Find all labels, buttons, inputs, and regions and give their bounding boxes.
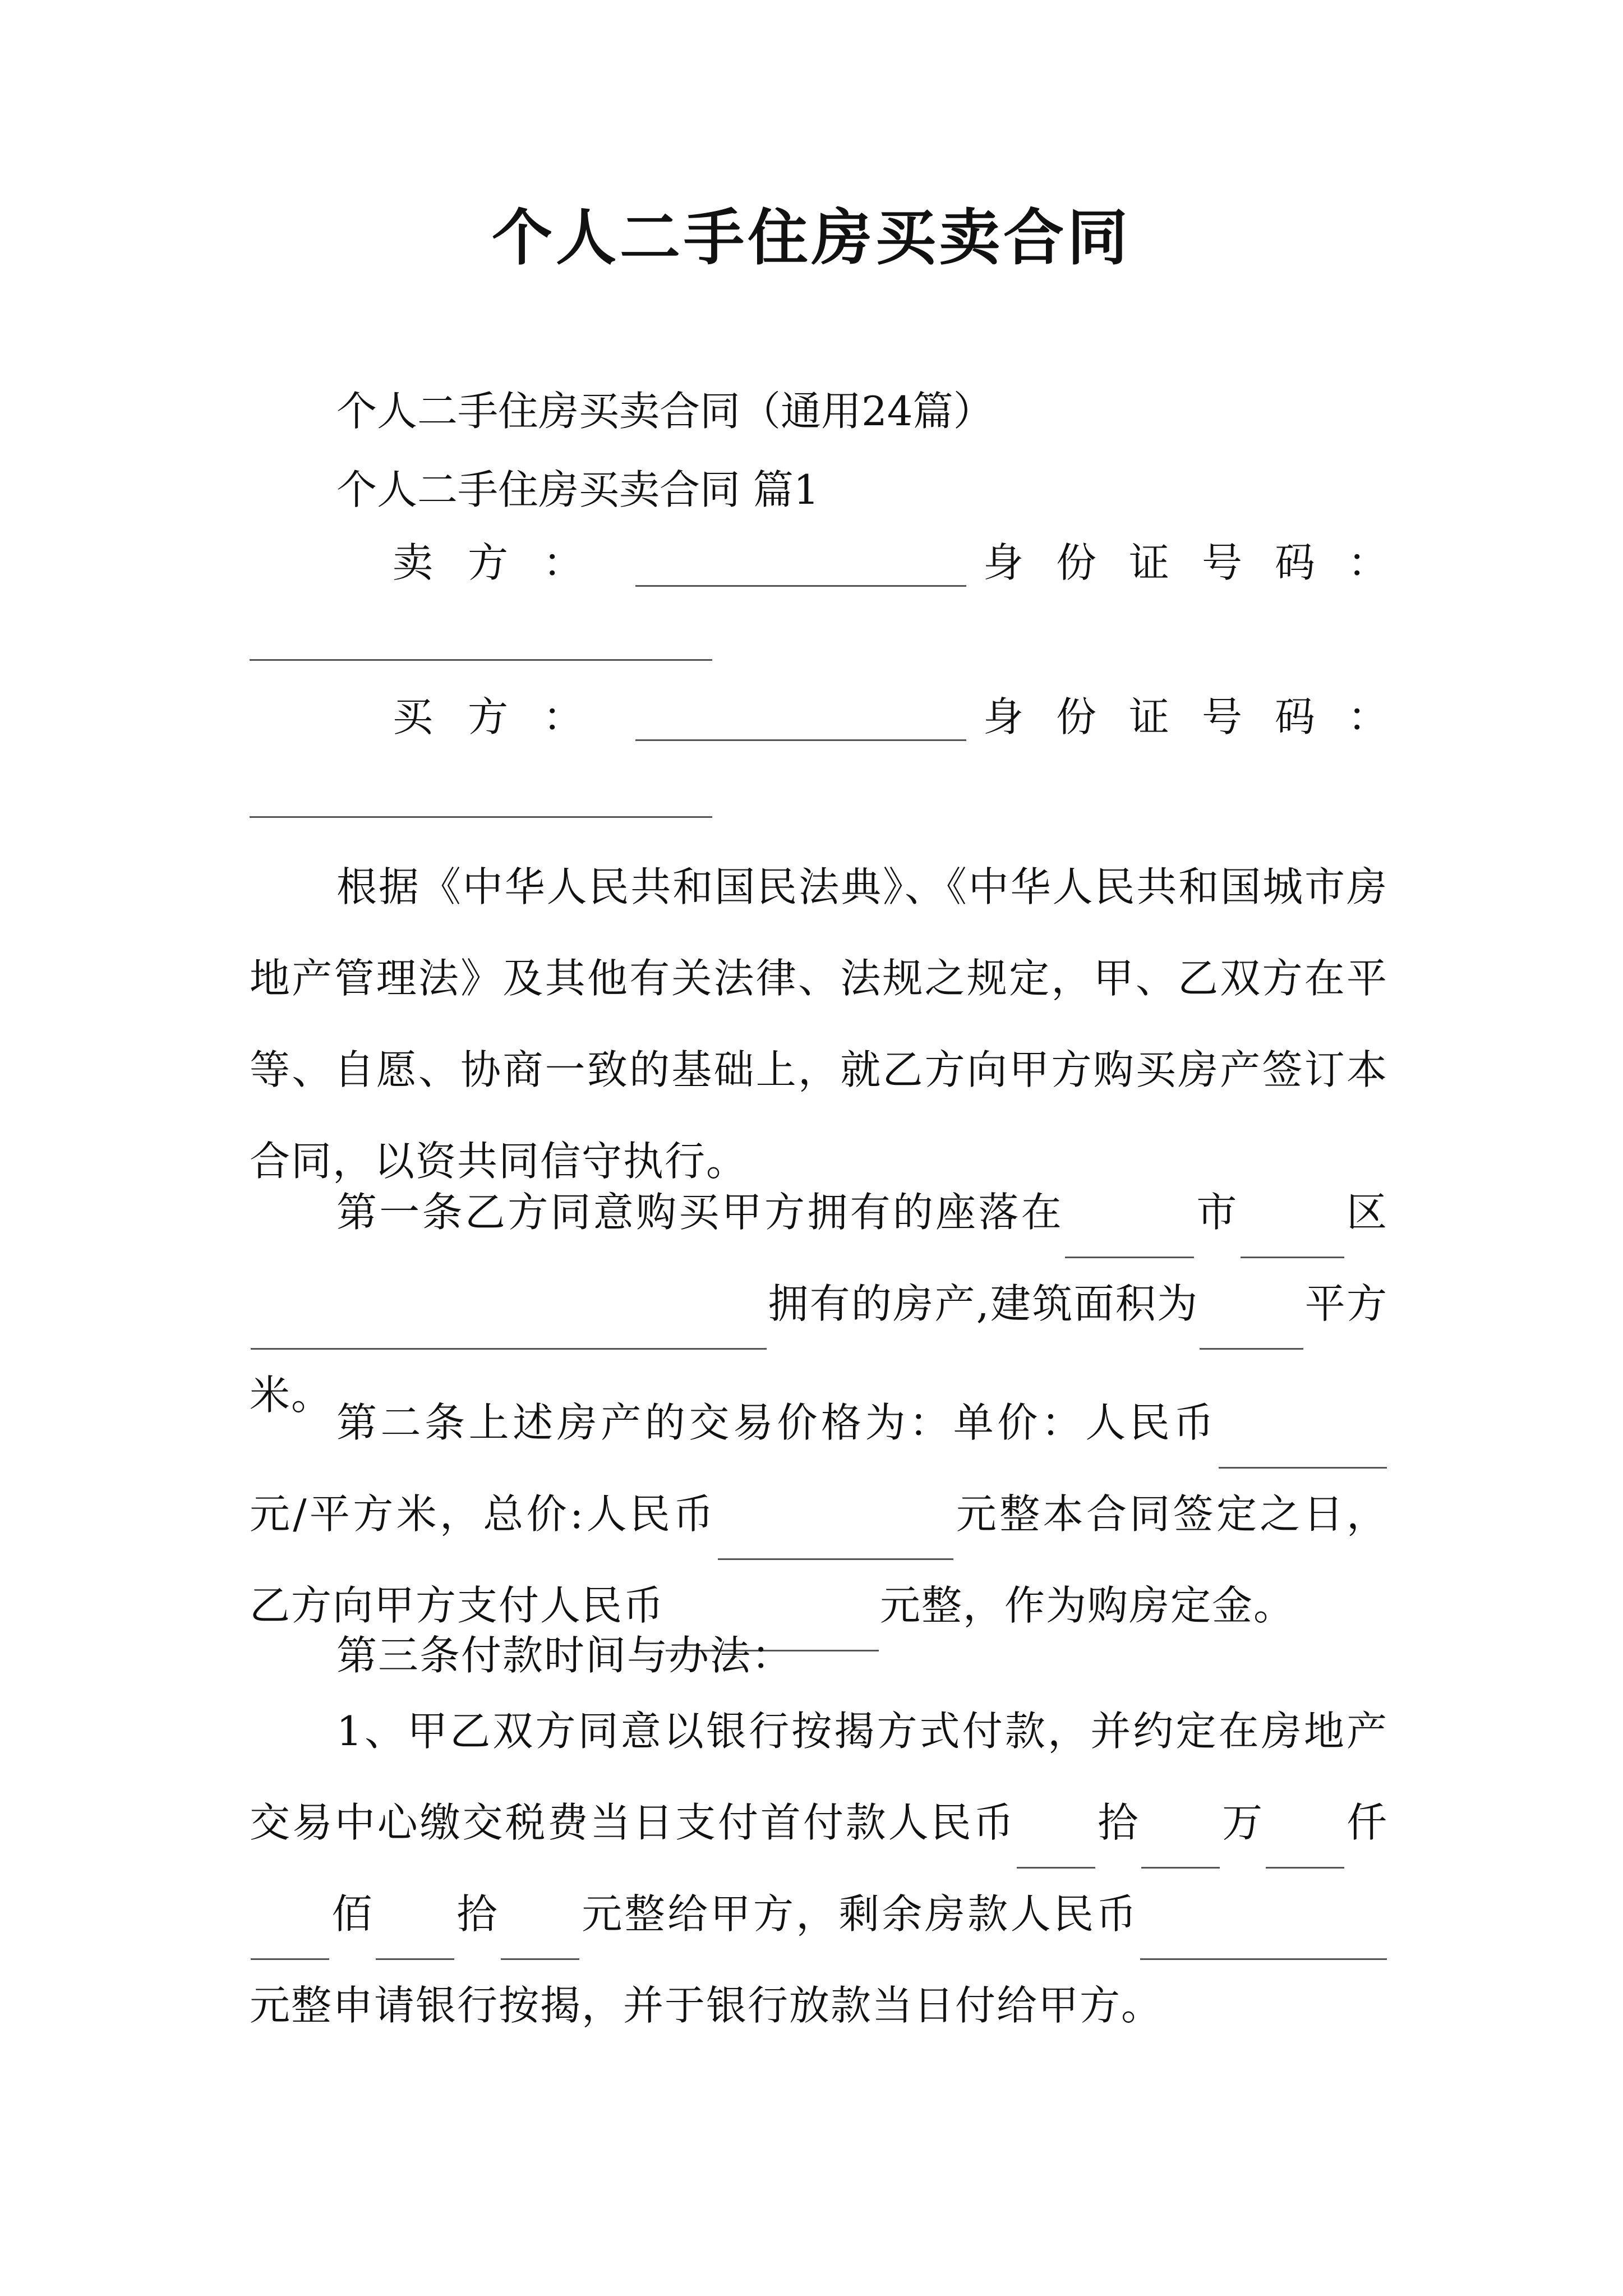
clause-3-text: 元整给甲方，剩余房款人民币 [580,1890,1139,1938]
clause-2-text: 元整，作为购房定金。 [880,1582,1295,1629]
clause-2-text: 第二条上述房产的交易价格为：单价：人民币 [336,1399,1218,1446]
clause-1-text: 市 [1195,1189,1239,1236]
clause-1-text: 区 [1345,1189,1388,1236]
clause-3-item-1-paragraph [250,1686,1388,2051]
address-blank [251,1314,767,1350]
district-blank [1241,1223,1344,1258]
buyer-line [393,693,1421,741]
seller-id-blank [250,659,712,661]
clause-3-text: 佰 [330,1890,375,1938]
seller-name-blank [635,545,966,587]
clause-2-text: 元/平方米，总价:人民币 [250,1490,717,1538]
clause-1-text: 平方米。 [250,1280,1388,1419]
clause-3-text: 拾 [455,1890,500,1938]
seller-label: 卖方： [393,539,619,586]
amount-blank [501,1925,579,1960]
document-title: 个人二手住房买卖合同 [491,203,1131,273]
seller-line [393,539,1421,587]
buyer-name-blank [635,699,966,741]
clause-1-text: 拥有的房产,建筑面积为 [768,1280,1199,1327]
amount-blank [1141,1833,1220,1869]
amount-blank [376,1925,454,1960]
clause-3-text: 万 [1221,1799,1265,1846]
preamble-paragraph: 根据《中华人民共和国民法典》、《中华人民共和国城市房地产管理法》及其他有关法律、法规之规定，甲、乙双方在平等、自愿、协商一致的基础上，就乙方向甲方购买房产签订本合同，以资共同信守执行。 [250,863,1388,1185]
buyer-label: 买方： [393,693,619,740]
seller-id-label: 身份证号码： [983,539,1421,586]
clause-3-text: 元整申请银行按揭，并于银行放款当日付给甲方。 [250,1982,1163,2029]
amount-blank [251,1925,329,1960]
unit-price-blank [1219,1433,1387,1469]
remaining-amount-blank [1140,1925,1387,1960]
clause-3-text: 拾 [1096,1799,1141,1846]
clause-2-text: 元整本合同签定之日，乙方向甲方支付人民币 [250,1490,1388,1629]
document-heading: 个人二手住房买卖合同（通用24篇） [336,388,994,435]
clause-3-title: 第三条付款时间与办法： [336,1632,794,1679]
amount-blank [1266,1833,1344,1869]
clause-3-text: 1、甲乙双方同意以银行按揭方式付款，并约定在房地产交易中心缴交税费当日支付首付款人民币 [250,1708,1388,1846]
clause-3-text: 仟 [1345,1799,1388,1846]
buyer-id-label: 身份证号码： [983,693,1421,740]
amount-blank [1017,1833,1095,1869]
area-blank [1200,1314,1303,1350]
buyer-id-blank [250,816,712,818]
article-title: 个人二手住房买卖合同 篇1 [336,466,819,513]
total-price-blank [718,1525,953,1560]
city-blank [1065,1223,1194,1258]
clause-1-text: 第一条乙方同意购买甲方拥有的座落在 [336,1189,1064,1236]
